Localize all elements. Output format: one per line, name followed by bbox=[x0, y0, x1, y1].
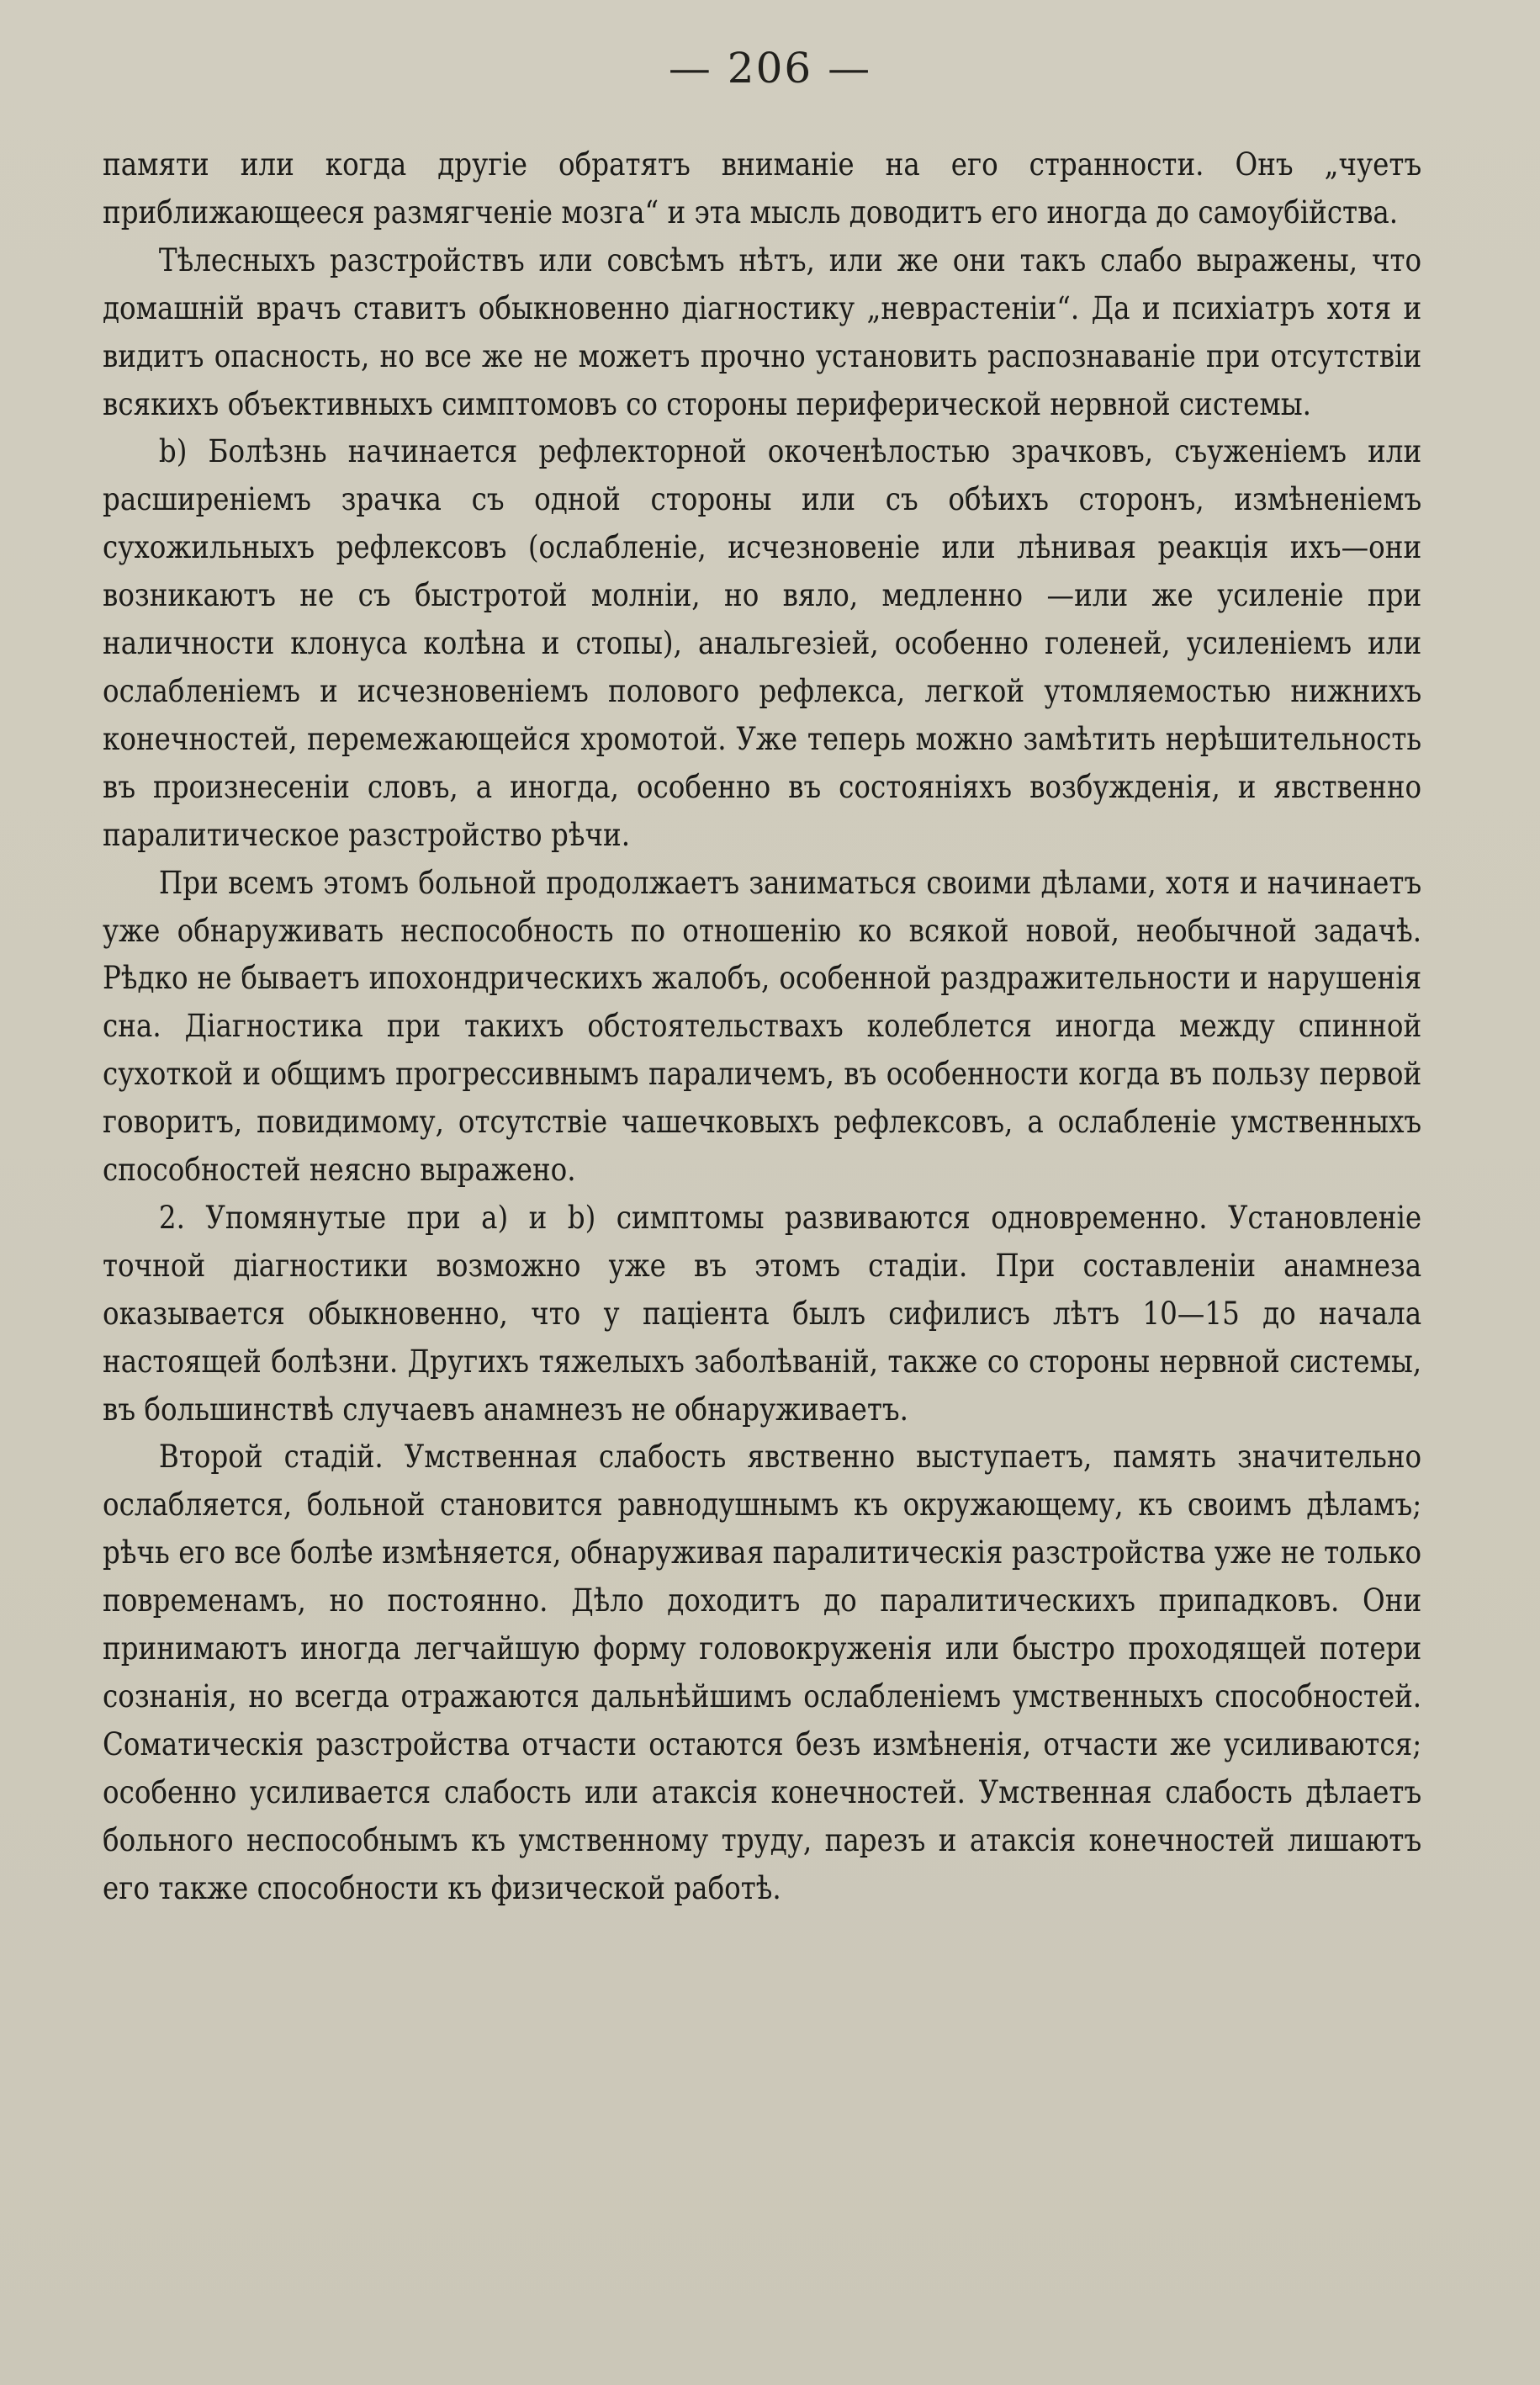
paragraph-b-symptoms: b) Болѣзнь начинается рефлекторной окоченѣлостью зрачковъ, съуженіемъ или расширеніемъ зрачка съ одной стороны или съ обѣихъ сторонъ, измѣненіемъ сухожильныхъ рефлексовъ (ослабленіе, исчезновеніе или лѣнивая реакція ихъ—они возникаютъ не съ быстротой молніи, но вяло, медленно —или же усиленіе при наличности клонуса колѣна и стопы), анальгезіей, особенно голеней, усиленіемъ или ослабленіемъ и исчезновеніемъ полового рефлекса, легкой утомляемостью нижнихъ конечностей, перемежающейся хромотой. Уже теперь можно замѣтить нерѣшительность въ произнесеніи словъ, а иногда, особенно въ состояніяхъ возбужденія, и явственно паралитическое разстройство рѣчи. bbox=[103, 433, 1422, 853]
paragraph-somatic-disorders: Тѣлесныхъ разстройствъ или совсѣмъ нѣтъ, или же они такъ слабо выражены, что домашній врачъ ставитъ обыкновенно діагностику „неврастеніи“. Да и психіатръ хотя и видитъ опасность, но все же не можетъ прочно установить распознаваніе при отсутствіи всякихъ объективныхъ симптомовъ со стороны периферической нервной системы. bbox=[103, 241, 1422, 422]
page-number: — 206 — bbox=[668, 44, 872, 93]
paragraph-numbered-2: 2. Упомянутые при а) и b) симптомы развиваются одновременно. Установленіе точной діагностики возможно уже въ этомъ стадіи. При составленіи анамнеза оказывается обыкновенно, что у паціента былъ сифилисъ лѣтъ 10—15 до начала настоящей болѣзни. Другихъ тяжелыхъ заболѣваній, также со стороны нервной системы, въ большинствѣ случаевъ анамнезъ не обнаруживаетъ. bbox=[103, 1199, 1422, 1428]
paragraph-continuation: памяти или когда другіе обратятъ вниманіе на его странности. Онъ „чуетъ приближающееся размягченіе мозга“ и эта мысль доводитъ его иногда до самоубійства. bbox=[103, 146, 1422, 231]
paragraph-second-stage: Второй стадій. Умственная слабость явственно выступаетъ, память значительно ослабляется, больной становится равнодушнымъ къ окружающему, къ своимъ дѣламъ; рѣчь его все болѣе измѣняется, обнаруживая паралитическія разстройства уже не только повременамъ, но постоянно. Дѣло доходитъ до паралитическихъ припадковъ. Они принимаютъ иногда легчайшую форму головокруженія или быстро проходящей потери сознанія, но всегда отражаются дальнѣйшимъ ослабленіемъ умственныхъ способностей. Соматическія разстройства отчасти остаются безъ измѣненія, отчасти же усиливаются; особенно усиливается слабость или атаксія конечностей. Умственная слабость дѣлаетъ больного неспособнымъ къ умственному труду, парезъ и атаксія конечностей лишаютъ его также способности къ физической работѣ. bbox=[103, 1439, 1422, 1906]
paragraph-patient-continues: При всемъ этомъ больной продолжаетъ заниматься своими дѣлами, хотя и начинаетъ уже обнаруживать неспособность по отношенію ко всякой новой, необычной задачѣ. Рѣдко не бываетъ ипохондрическихъ жалобъ, особенной раздражительности и нарушенія сна. Діагностика при такихъ обстоятельствахъ колеблется иногда между спинной сухоткой и общимъ прогрессивнымъ параличемъ, въ особенности когда въ пользу первой говоритъ, повидимому, отсутствіе чашечковыхъ рефлексовъ, а ослабленіе умственныхъ способностей неясно выражено. bbox=[103, 864, 1422, 1189]
text-body bbox=[103, 141, 1421, 1913]
